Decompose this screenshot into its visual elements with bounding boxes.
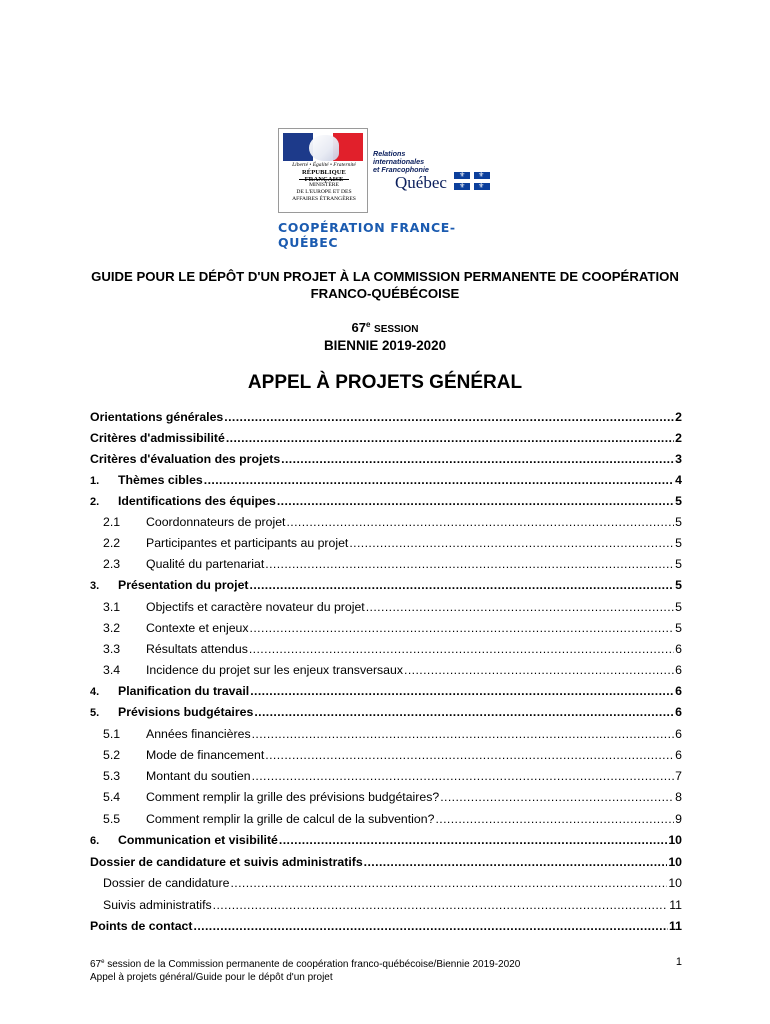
toc-entry-label: Identifications des équipes [118, 494, 276, 508]
toc-entry-label: Comment remplir la grille de calcul de la subvention? [146, 812, 435, 826]
rf-motto: Liberté • Égalité • Fraternité [292, 162, 356, 168]
toc-entry-page: 6 [675, 642, 682, 656]
toc-entry-page: 10 [668, 876, 682, 890]
toc-leader-dots [254, 705, 674, 719]
toc-leader-dots [277, 494, 674, 508]
toc-entry-page: 5 [675, 557, 682, 571]
toc-entry-number: 2.3 [103, 557, 121, 571]
page-footer [90, 956, 650, 984]
toc-entry-page: 11 [669, 898, 682, 912]
toc-entry[interactable] [90, 600, 682, 618]
toc-entry-page: 6 [675, 705, 682, 719]
toc-entry-number: 3.3 [103, 642, 121, 656]
quebec-flag-icon: ⚜ ⚜ ⚜ ⚜ [454, 172, 490, 190]
toc-entry-number: 5. [90, 707, 100, 719]
toc-entry-label: Dossier de candidature et suivis administratifs [90, 855, 363, 869]
quebec-wordmark: Québec [395, 173, 447, 192]
toc-entry[interactable] [90, 855, 682, 873]
toc-entry[interactable] [90, 452, 682, 470]
footer-line-1: 67e session de la Commission permanente de coopération franco-québécoise/Biennie 2019-2020 [90, 959, 521, 970]
toc-entry-page: 2 [675, 410, 682, 424]
toc-entry-label: Objectifs et caractère novateur du projet [146, 600, 365, 614]
toc-entry[interactable] [90, 642, 682, 660]
toc-entry-label: Suivis administratifs [103, 898, 212, 912]
toc-entry[interactable] [90, 812, 682, 830]
toc-entry-page: 5 [675, 536, 682, 550]
toc-entry-number: 6. [90, 835, 100, 847]
toc-entry-page: 11 [669, 919, 682, 933]
toc-entry-number: 5.4 [103, 790, 121, 804]
toc-entry-label: Montant du soutien [146, 769, 251, 783]
toc-entry-number: 3.1 [103, 600, 121, 614]
toc-entry-label: Dossier de candidature [103, 876, 230, 890]
toc-leader-dots [252, 769, 675, 783]
toc-entry-number: 5.1 [103, 727, 121, 741]
toc-entry-number: 3.2 [103, 621, 121, 635]
rf-name: RÉPUBLIQUE FRANÇAISE [302, 169, 346, 183]
toc-entry-label: Prévisions budgétaires [118, 705, 254, 719]
toc-entry-page: 9 [675, 812, 682, 826]
toc-entry-label: Planification du travail [118, 684, 250, 698]
toc-entry[interactable] [90, 473, 682, 491]
toc-entry-number: 2.1 [103, 515, 121, 529]
rf-ministry: MINISTÈRE DE L'EUROPE ET DES AFFAIRES ÉTRANGÈRES [292, 182, 356, 202]
toc-entry-page: 10 [668, 855, 682, 869]
toc-entry[interactable] [90, 431, 682, 449]
toc-entry[interactable] [90, 748, 682, 766]
cooperation-france-quebec-label: COOPÉRATION FRANCE-QUÉBEC [278, 220, 456, 250]
toc-entry[interactable] [90, 515, 682, 533]
toc-entry-number: 2. [90, 496, 100, 508]
toc-entry[interactable] [90, 833, 682, 851]
toc-entry-page: 8 [675, 790, 682, 804]
toc-leader-dots [286, 515, 674, 529]
toc-entry-page: 5 [675, 578, 682, 592]
toc-entry[interactable] [90, 557, 682, 575]
toc-leader-dots [204, 473, 674, 487]
footer-line-2: Appel à projets général/Guide pour le dépôt d'un projet [90, 972, 333, 983]
toc-entry[interactable] [90, 494, 682, 512]
appel-heading: APPEL À PROJETS GÉNÉRAL [247, 372, 523, 393]
toc-entry-page: 10 [668, 833, 682, 847]
toc-entry[interactable] [90, 898, 682, 916]
toc-entry-label: Mode de financement [146, 748, 265, 762]
toc-entry-label: Présentation du projet [118, 578, 249, 592]
quebec-ministry-name: Relations internationales et Francophonie [373, 149, 429, 174]
toc-entry-page: 5 [675, 494, 682, 508]
toc-leader-dots [250, 578, 675, 592]
toc-entry-label: Années financières [146, 727, 251, 741]
toc-entry-label: Résultats attendus [146, 642, 248, 656]
toc-entry-label: Coordonnateurs de projet [146, 515, 286, 529]
toc-leader-dots [230, 876, 667, 890]
toc-entry[interactable] [90, 919, 682, 937]
toc-entry-number: 5.3 [103, 769, 121, 783]
toc-leader-dots [249, 642, 674, 656]
toc-leader-dots [281, 452, 674, 466]
toc-entry[interactable] [90, 705, 682, 723]
toc-entry-page: 3 [675, 452, 682, 466]
toc-entry-label: Incidence du projet sur les enjeux transversaux [146, 663, 404, 677]
toc-entry-number: 2.2 [103, 536, 121, 550]
toc-leader-dots [366, 600, 674, 614]
toc-entry[interactable] [90, 578, 682, 596]
toc-entry-page: 7 [675, 769, 682, 783]
republique-francaise-logo [278, 128, 368, 213]
toc-entry[interactable] [90, 876, 682, 894]
toc-entry[interactable] [90, 684, 682, 702]
toc-entry-number: 1. [90, 475, 100, 487]
toc-leader-dots [404, 663, 674, 677]
session-line: 67e SESSION [351, 320, 419, 335]
biennie-line: BIENNIE 2019-2020 [323, 338, 447, 353]
toc-leader-dots [265, 557, 674, 571]
toc-entry-number: 5.5 [103, 812, 121, 826]
toc-entry-label: Critères d'admissibilité [90, 431, 225, 445]
toc-leader-dots [364, 855, 668, 869]
toc-entry-number: 3.4 [103, 663, 121, 677]
toc-entry[interactable] [90, 769, 682, 787]
toc-leader-dots [265, 748, 674, 762]
toc-entry-page: 2 [675, 431, 682, 445]
toc-leader-dots [440, 790, 674, 804]
document-title: GUIDE POUR LE DÉPÔT D'UN PROJET À LA COMMISSION PERMANENTE DE COOPÉRATION FRANCO-QUÉBÉCOISE [91, 269, 679, 301]
toc-entry-page: 5 [675, 515, 682, 529]
toc-entry[interactable] [90, 663, 682, 681]
toc-entry-label: Critères d'évaluation des projets [90, 452, 281, 466]
toc-entry-page: 6 [675, 748, 682, 762]
toc-entry-label: Contexte et enjeux [146, 621, 249, 635]
toc-leader-dots [279, 833, 667, 847]
toc-leader-dots [250, 684, 674, 698]
toc-entry-page: 6 [675, 663, 682, 677]
toc-entry-page: 5 [675, 621, 682, 635]
toc-entry[interactable] [90, 536, 682, 554]
toc-entry-page: 6 [675, 684, 682, 698]
toc-leader-dots [226, 431, 674, 445]
toc-entry-page: 4 [675, 473, 682, 487]
toc-leader-dots [435, 812, 674, 826]
toc-entry-label: Thèmes cibles [118, 473, 203, 487]
toc-entry-page: 5 [675, 600, 682, 614]
toc-leader-dots [252, 727, 675, 741]
toc-entry-number: 3. [90, 580, 100, 592]
toc-entry-label: Participantes et participants au projet [146, 536, 349, 550]
toc-entry-label: Points de contact [90, 919, 193, 933]
toc-leader-dots [194, 919, 669, 933]
toc-leader-dots [250, 621, 675, 635]
toc-entry-label: Communication et visibilité [118, 833, 278, 847]
toc-entry-label: Qualité du partenariat [146, 557, 265, 571]
toc-entry[interactable] [90, 410, 682, 428]
toc-entry[interactable] [90, 621, 682, 639]
toc-entry-number: 5.2 [103, 748, 121, 762]
toc-entry-number: 4. [90, 686, 100, 698]
toc-leader-dots [213, 898, 669, 912]
toc-entry[interactable] [90, 727, 682, 745]
toc-entry[interactable] [90, 790, 682, 808]
toc-entry-label: Orientations générales [90, 410, 224, 424]
page-number: 1 [675, 956, 682, 968]
rf-separator [299, 179, 349, 180]
toc-leader-dots [224, 410, 674, 424]
marianne-flag-icon [283, 133, 363, 161]
toc-entry-label: Comment remplir la grille des prévisions budgétaires? [146, 790, 440, 804]
toc-entry-page: 6 [675, 727, 682, 741]
toc-leader-dots [349, 536, 674, 550]
